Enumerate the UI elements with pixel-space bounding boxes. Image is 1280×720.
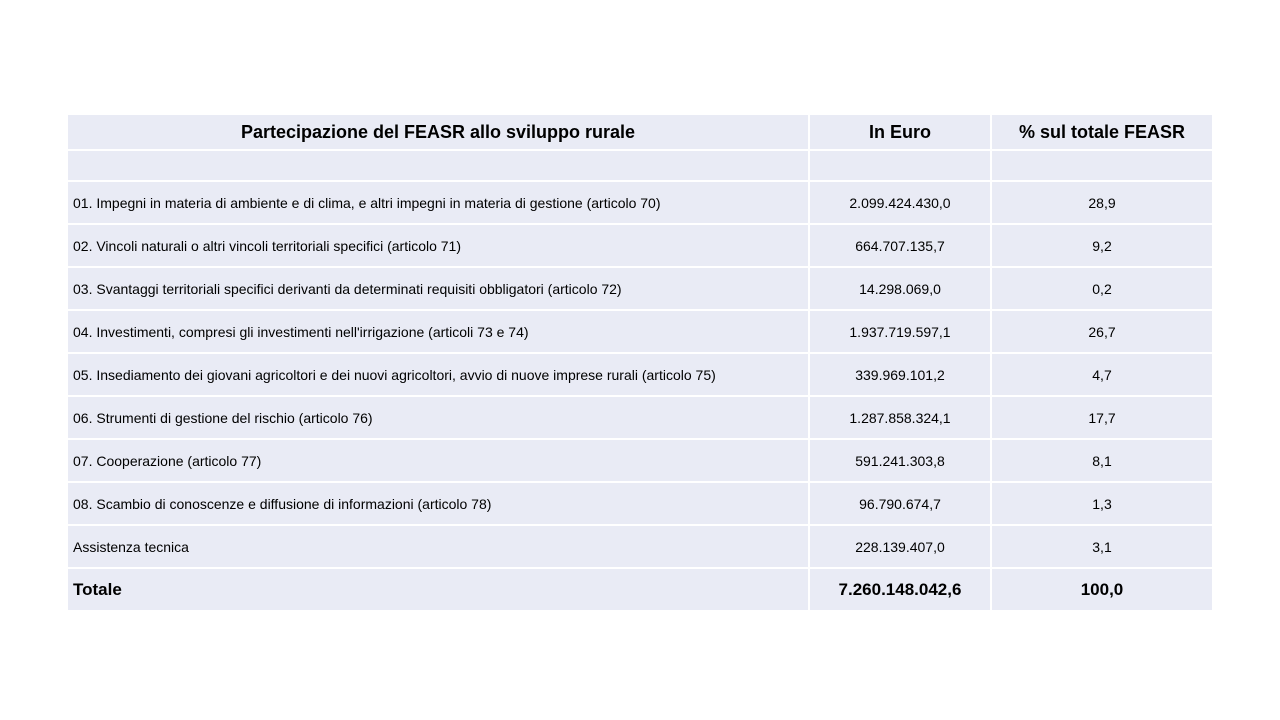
row-percent: 1,3 [991,482,1212,525]
spacer-cell [991,150,1212,181]
row-label: 05. Insediamento dei giovani agricoltori e dei nuovi agricoltori, avvio di nuove imprese rurali (articolo 75) [68,353,809,396]
table-row [68,482,1212,525]
total-label: Totale [68,568,809,610]
row-euro: 14.298.069,0 [809,267,991,310]
row-euro: 339.969.101,2 [809,353,991,396]
row-label: 03. Svantaggi territoriali specifici derivanti da determinati requisiti obbligatori (articolo 72) [68,267,809,310]
row-percent: 9,2 [991,224,1212,267]
spacer-cell [809,150,991,181]
row-label: 04. Investimenti, compresi gli investimenti nell'irrigazione (articoli 73 e 74) [68,310,809,353]
table-row [68,310,1212,353]
row-label: 01. Impegni in materia di ambiente e di clima, e altri impegni in materia di gestione (articolo 70) [68,181,809,224]
row-label: 07. Cooperazione (articolo 77) [68,439,809,482]
table-row [68,267,1212,310]
table-body [68,150,1212,610]
row-percent: 26,7 [991,310,1212,353]
row-euro: 591.241.303,8 [809,439,991,482]
table-row [68,181,1212,224]
row-percent: 4,7 [991,353,1212,396]
row-percent: 0,2 [991,267,1212,310]
feasr-table [68,115,1212,610]
row-percent: 3,1 [991,525,1212,568]
row-label: 08. Scambio di conoscenze e diffusione di informazioni (articolo 78) [68,482,809,525]
table-row [68,353,1212,396]
row-label: Assistenza tecnica [68,525,809,568]
table-row [68,525,1212,568]
spacer-row [68,150,1212,181]
total-euro: 7.260.148.042,6 [809,568,991,610]
table-row [68,439,1212,482]
row-percent: 17,7 [991,396,1212,439]
row-euro: 96.790.674,7 [809,482,991,525]
row-euro: 1.937.719.597,1 [809,310,991,353]
row-percent: 28,9 [991,181,1212,224]
table-row [68,396,1212,439]
row-percent: 8,1 [991,439,1212,482]
header-euro: In Euro [809,115,991,150]
row-euro: 2.099.424.430,0 [809,181,991,224]
header-row [68,115,1212,150]
header-participation: Partecipazione del FEASR allo sviluppo rurale [68,115,809,150]
row-euro: 1.287.858.324,1 [809,396,991,439]
header-percent: % sul totale FEASR [991,115,1212,150]
total-percent: 100,0 [991,568,1212,610]
row-label: 02. Vincoli naturali o altri vincoli territoriali specifici (articolo 71) [68,224,809,267]
row-euro: 664.707.135,7 [809,224,991,267]
spacer-cell [68,150,809,181]
table-row [68,224,1212,267]
total-row [68,568,1212,610]
row-euro: 228.139.407,0 [809,525,991,568]
row-label: 06. Strumenti di gestione del rischio (articolo 76) [68,396,809,439]
